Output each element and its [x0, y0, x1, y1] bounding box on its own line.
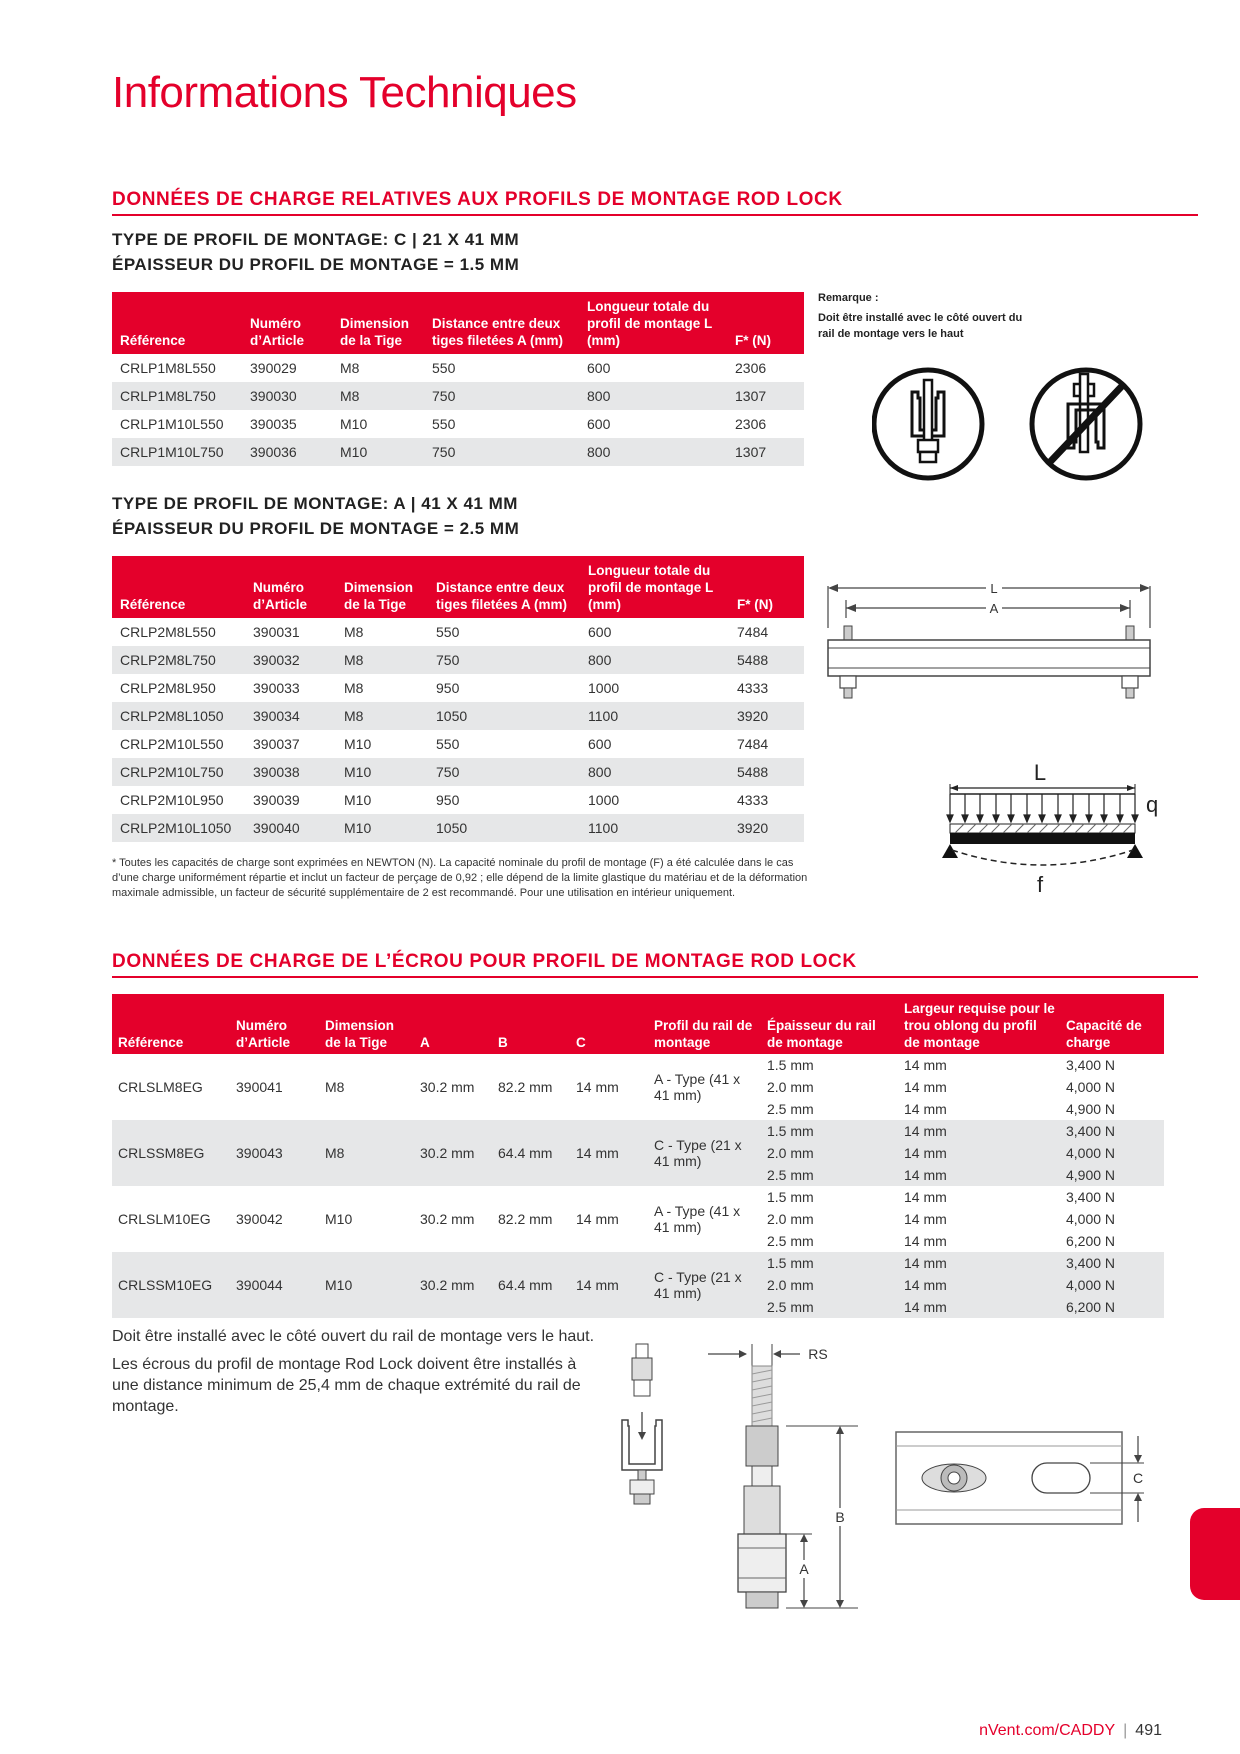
table-row: [112, 730, 804, 758]
table-row: [112, 758, 804, 786]
column-header: Profil du rail de montage: [648, 994, 761, 1054]
remark-text: Doit être installé avec le côté ouvert du rail de montage vers le haut: [818, 312, 1023, 340]
table-cell: 4333: [737, 680, 769, 696]
table-cell: 14 mm: [898, 1296, 1060, 1318]
table-cell: 64.4 mm: [492, 1120, 570, 1186]
table-cell: A - Type (41 x 41 mm): [654, 1203, 741, 1235]
column-header: Dimension de la Tige: [336, 556, 428, 618]
table-cell: M8: [344, 624, 364, 640]
table-row: [112, 1252, 1164, 1274]
table-cell: 4,000 N: [1066, 1211, 1116, 1227]
table-cell: 3,400 N: [1060, 1252, 1164, 1274]
table-cell: 390035: [250, 416, 297, 432]
column-header: Épaisseur du rail de montage: [761, 994, 898, 1054]
table-cell: M10: [344, 736, 372, 752]
table-cell: M10: [340, 416, 368, 432]
table-cell: CRLP2M8L1050: [112, 702, 245, 730]
channel-slot-diagram: [892, 1428, 1162, 1528]
table-cell: 390036: [242, 438, 332, 466]
nut-dimension-diagram: [700, 1338, 870, 1616]
table-cell: 390044: [230, 1252, 319, 1318]
table-cell: CRLP2M10L750: [112, 758, 245, 786]
column-header: A: [414, 994, 492, 1054]
table-cell: 1100: [580, 702, 729, 730]
column-header: Longueur totale du profil de montage L (mm): [580, 556, 729, 618]
dimension-label-b: B: [835, 1509, 845, 1525]
section-rule: [112, 976, 1198, 978]
table-header-row: [112, 994, 1164, 1054]
table-cell: 1050: [428, 814, 580, 842]
table-cell: 7484: [737, 624, 769, 640]
table-cell: 30.2 mm: [414, 1120, 492, 1186]
column-header: F* (N): [729, 556, 804, 618]
table-cell: M8: [336, 702, 428, 730]
table-cell: 14 mm: [898, 1164, 1060, 1186]
table-cell: M8: [340, 360, 360, 376]
table-cell: 4333: [737, 792, 769, 808]
column-header: C: [570, 994, 648, 1054]
table-cell: 750: [428, 758, 580, 786]
table-cell: 2.0 mm: [761, 1274, 898, 1296]
table-header-row: [112, 556, 804, 618]
table-cell: 1.5 mm: [767, 1057, 814, 1073]
table-cell: 6,200 N: [1060, 1296, 1164, 1318]
table-cell: 550: [432, 416, 456, 432]
table-cell: 950: [436, 792, 460, 808]
table-cell: 390038: [245, 758, 336, 786]
table-cell: M10: [332, 438, 424, 466]
table-cell: 2.0 mm: [767, 1211, 814, 1227]
nut-load-table: [112, 994, 1164, 1318]
table-cell: A - Type (41 x 41 mm): [654, 1071, 741, 1103]
table-cell: 1100: [580, 814, 729, 842]
table-cell: 2.0 mm: [767, 1079, 814, 1095]
table-cell: CRLP1M8L550: [120, 360, 216, 376]
table-cell: 1.5 mm: [761, 1120, 898, 1142]
load-table-c-type: [112, 292, 804, 466]
section-heading-nut-load: DONNÉES DE CHARGE DE L’ÉCROU POUR PROFIL DE MONTAGE ROD LOCK: [112, 951, 857, 972]
table-cell: M10: [344, 792, 372, 808]
column-header: Largeur requise pour le trou oblong du profil de montage: [898, 994, 1060, 1054]
table-cell: 14 mm: [576, 1211, 619, 1227]
table-cell: 800: [580, 758, 729, 786]
column-header: Référence: [112, 292, 242, 354]
column-header: Dimension de la Tige: [319, 994, 414, 1054]
table-cell: 1307: [727, 438, 804, 466]
table-cell: CRLSLM8EG: [118, 1079, 203, 1095]
table-cell: 4,000 N: [1066, 1079, 1116, 1095]
column-header: Longueur totale du profil de montage L (mm): [579, 292, 727, 354]
table-cell: 600: [588, 736, 612, 752]
load-label-q: q: [1146, 792, 1159, 817]
subhead-c-type: [112, 227, 519, 277]
table-cell: 800: [579, 438, 727, 466]
footer: nVent.com/CADDY | 491: [979, 1722, 1162, 1739]
table-cell: 6,200 N: [1066, 1233, 1116, 1249]
subhead-c-type-line2: ÉPAISSEUR DU PROFIL DE MONTAGE = 1.5 MM: [112, 255, 520, 274]
column-header: Référence: [112, 994, 230, 1054]
table-cell: 390037: [253, 736, 300, 752]
table-cell: 2306: [735, 416, 767, 432]
column-header: Numéro d’Article: [242, 292, 332, 354]
table-row: [112, 618, 804, 646]
table-cell: 600: [587, 416, 611, 432]
table-cell: M8: [325, 1079, 345, 1095]
table-cell: 14 mm: [904, 1233, 947, 1249]
product-group: [112, 1120, 1164, 1186]
section-rule: [112, 214, 1198, 216]
table-cell: 5488: [729, 646, 804, 674]
subhead-a-type-line1: TYPE DE PROFIL DE MONTAGE: A | 41 X 41 MM: [112, 494, 518, 513]
column-header: B: [492, 994, 570, 1054]
table-cell: 390034: [245, 702, 336, 730]
table-cell: 14 mm: [904, 1057, 947, 1073]
table-cell: 1000: [588, 680, 620, 696]
table-cell: 2.5 mm: [767, 1233, 814, 1249]
table-cell: 14 mm: [898, 1274, 1060, 1296]
table-row: [112, 354, 804, 382]
table-cell: 390043: [230, 1120, 319, 1186]
footer-site-link[interactable]: nVent.com/CADDY: [979, 1722, 1116, 1739]
table-cell: 3,400 N: [1066, 1057, 1116, 1073]
load-label-l: L: [1033, 760, 1047, 785]
table-cell: 30.2 mm: [420, 1211, 475, 1227]
dimension-label-c: C: [1132, 1470, 1144, 1486]
table-cell: 1.5 mm: [761, 1252, 898, 1274]
table-row: [112, 410, 804, 438]
table-row: [112, 438, 804, 466]
table-cell: 600: [587, 360, 611, 376]
table-cell: CRLP2M10L950: [120, 792, 224, 808]
table-cell: 390041: [236, 1079, 283, 1095]
dimension-label-rs: RS: [808, 1346, 828, 1362]
table-cell: CRLP1M10L750: [112, 438, 242, 466]
table-cell: 14 mm: [904, 1101, 947, 1117]
table-cell: C - Type (21 x 41 mm): [648, 1120, 761, 1186]
table-cell: CRLSSM10EG: [112, 1252, 230, 1318]
table-cell: 14 mm: [576, 1079, 619, 1095]
table-cell: 4,000 N: [1060, 1142, 1164, 1164]
table-row: [112, 1054, 1164, 1076]
table-cell: 3,400 N: [1066, 1189, 1116, 1205]
table-cell: 750: [424, 382, 579, 410]
orientation-icons: [872, 362, 1172, 492]
dimension-label-a: A: [799, 1561, 809, 1577]
table-cell: 390042: [236, 1211, 283, 1227]
table-cell: 14 mm: [570, 1252, 648, 1318]
load-label-f: f: [1036, 872, 1044, 897]
table-cell: 800: [580, 646, 729, 674]
table-row: [112, 1120, 1164, 1142]
table-cell: 2.0 mm: [761, 1142, 898, 1164]
uniform-load-diagram: [900, 758, 1160, 898]
table-cell: 14 mm: [904, 1079, 947, 1095]
table-cell: 550: [436, 624, 460, 640]
column-header: Distance entre deux tiges filetées A (mm): [428, 556, 580, 618]
table-cell: CRLP2M8L950: [120, 680, 216, 696]
table-cell: 390031: [253, 624, 300, 640]
table-cell: 550: [436, 736, 460, 752]
table-cell: M10: [319, 1252, 414, 1318]
table-cell: 800: [579, 382, 727, 410]
remark-label: Remarque :: [818, 292, 879, 304]
incorrect-orientation-icon: [1032, 370, 1140, 478]
column-header: Numéro d’Article: [230, 994, 319, 1054]
table-cell: CRLSLM10EG: [118, 1211, 211, 1227]
table-cell: 14 mm: [898, 1142, 1060, 1164]
table-cell: 390032: [245, 646, 336, 674]
table-cell: 950: [436, 680, 460, 696]
table-cell: 14 mm: [904, 1211, 947, 1227]
table-cell: 30.2 mm: [420, 1079, 475, 1095]
table-cell: 390029: [250, 360, 297, 376]
table-cell: M8: [336, 646, 428, 674]
column-header: Référence: [112, 556, 245, 618]
table-cell: 14 mm: [904, 1189, 947, 1205]
table-cell: 550: [432, 360, 456, 376]
table-cell: CRLP2M10L1050: [112, 814, 245, 842]
table-cell: M8: [319, 1120, 414, 1186]
remark-note: [818, 290, 1038, 342]
table-cell: 2306: [735, 360, 767, 376]
spacing-note: Les écrous du profil de montage Rod Lock doivent être installés à une distance minimum de 25,4 mm de chaque extrémité du rail de montage.: [112, 1356, 581, 1415]
table-row: [112, 382, 804, 410]
table-cell: 1.5 mm: [767, 1189, 814, 1205]
table-cell: M8: [344, 680, 364, 696]
table-header-row: [112, 292, 804, 354]
table-row: [112, 1186, 1164, 1208]
table-cell: 750: [428, 646, 580, 674]
table-cell: M10: [336, 758, 428, 786]
table-cell: 3920: [729, 702, 804, 730]
table-cell: CRLP2M10L550: [120, 736, 224, 752]
table-cell: 30.2 mm: [414, 1252, 492, 1318]
product-group: [112, 1252, 1164, 1318]
table-cell: 3,400 N: [1060, 1120, 1164, 1142]
table-cell: 1050: [428, 702, 580, 730]
table-cell: 390033: [253, 680, 300, 696]
subhead-a-type-line2: ÉPAISSEUR DU PROFIL DE MONTAGE = 2.5 MM: [112, 519, 520, 538]
table-cell: 14 mm: [570, 1120, 648, 1186]
table-cell: C - Type (21 x 41 mm): [648, 1252, 761, 1318]
table-row: [112, 674, 804, 702]
table-cell: 4,900 N: [1066, 1101, 1116, 1117]
column-header: Numéro d’Article: [245, 556, 336, 618]
table-cell: 7484: [737, 736, 769, 752]
section-heading-rod-lock-profiles: DONNÉES DE CHARGE RELATIVES AUX PROFILS DE MONTAGE ROD LOCK: [112, 189, 843, 210]
page-tab-marker: [1190, 1508, 1240, 1600]
column-header: Capacité de charge: [1060, 994, 1164, 1054]
subhead-c-type-line1: TYPE DE PROFIL DE MONTAGE: C | 21 X 41 MM: [112, 230, 520, 249]
column-header: Distance entre deux tiges filetées A (mm): [424, 292, 579, 354]
table-cell: 2.5 mm: [761, 1296, 898, 1318]
table-cell: CRLP1M8L750: [112, 382, 242, 410]
table-row: [112, 702, 804, 730]
table-cell: CRLP2M8L550: [120, 624, 216, 640]
table-cell: 4,000 N: [1060, 1274, 1164, 1296]
footnote: * Toutes les capacités de charge sont exprimées en NEWTON (N). La capacité nominale du profil de montage (F) a été calculée dans le cas d’une charge uniformément répartie et inclut un facteur de perçage de 0,92 ; elle dépend de la limite glastique du matériau et de la déformation maximale admissible, un facteur de sécurité supplémentaire de 2 est recommandé. Pour une utilisation en intérieur uniquement.: [112, 857, 808, 899]
table-cell: 82.2 mm: [498, 1079, 553, 1095]
table-cell: M10: [325, 1211, 353, 1227]
table-cell: 390040: [245, 814, 336, 842]
table-cell: 1307: [727, 382, 804, 410]
table-cell: 4,900 N: [1060, 1164, 1164, 1186]
dimension-label-a: A: [989, 601, 999, 616]
table-cell: M8: [332, 382, 424, 410]
page-title: Informations Techniques: [112, 68, 577, 117]
table-cell: 3920: [729, 814, 804, 842]
table-cell: M10: [336, 814, 428, 842]
table-row: [112, 646, 804, 674]
rail-dimension-diagram: [820, 578, 1160, 708]
dimension-label-l: L: [990, 581, 998, 596]
table-cell: CRLSSM8EG: [112, 1120, 230, 1186]
table-cell: 64.4 mm: [492, 1252, 570, 1318]
table-cell: 14 mm: [898, 1120, 1060, 1142]
column-header: F* (N): [727, 292, 804, 354]
table-cell: 82.2 mm: [498, 1211, 553, 1227]
table-cell: 2.5 mm: [761, 1164, 898, 1186]
table-cell: 14 mm: [898, 1252, 1060, 1274]
table-cell: 750: [424, 438, 579, 466]
table-cell: CRLP2M8L750: [112, 646, 245, 674]
table-cell: 2.5 mm: [767, 1101, 814, 1117]
table-row: [112, 814, 804, 842]
table-cell: 1000: [588, 792, 620, 808]
install-note: Doit être installé avec le côté ouvert du rail de montage vers le haut.: [112, 1328, 595, 1345]
product-group: [112, 1054, 1164, 1120]
table-row: [112, 786, 804, 814]
table-cell: 390039: [253, 792, 300, 808]
column-header: Dimension de la Tige: [332, 292, 424, 354]
page-number: 491: [1135, 1722, 1162, 1739]
table-cell: 390030: [242, 382, 332, 410]
subhead-a-type: [112, 491, 519, 541]
nut-assembly-diagram: [612, 1340, 672, 1520]
table-cell: CRLP1M10L550: [120, 416, 224, 432]
table-cell: 5488: [729, 758, 804, 786]
load-table-a-type: [112, 556, 804, 842]
correct-orientation-icon: [874, 370, 982, 478]
table-cell: 600: [588, 624, 612, 640]
product-group: [112, 1186, 1164, 1252]
